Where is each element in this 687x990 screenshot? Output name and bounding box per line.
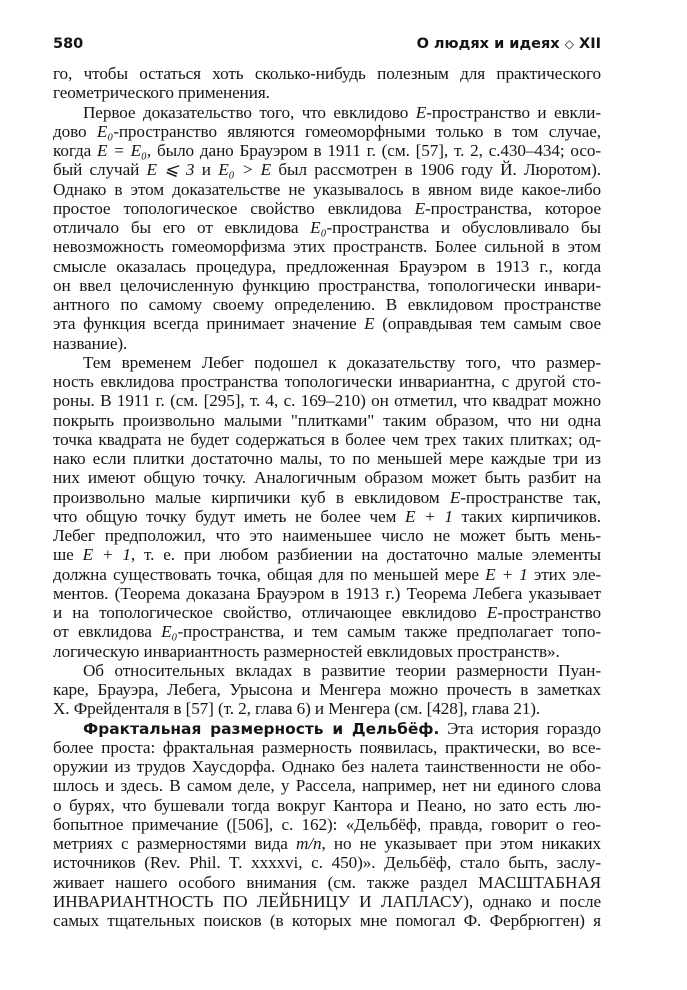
text-line: невозможность гомеоморфизма этих пространств. Более сильной в этом: [53, 237, 601, 257]
text-line: источников (Rev. Phil. T. xxxxvi, с. 450)». Дельбёф, стало быть, заслу-: [53, 853, 601, 873]
text-line: точка квадрата не будет содержаться в более чем трех таких плитках; од-: [53, 429, 601, 449]
math-symbol: E: [449, 487, 461, 507]
math-expression: E + 1: [82, 545, 131, 565]
running-title-text: О людях и идеях: [416, 36, 560, 52]
math-expression: E ⩽ 3: [146, 160, 195, 180]
text-line: Х. Фрейденталя в [57] (т. 2, глава 6) и Менгера (см. [428], глава 21).: [53, 699, 541, 719]
text-line: что общую точку будут иметь не более чем E + 1 таких кирпичиков.: [53, 506, 601, 526]
text-line: логическую инвариантность размерностей евклидовых пространств».: [53, 641, 560, 661]
math-expression: E + 1: [485, 564, 528, 584]
math-symbol: E: [415, 102, 427, 122]
text-line: Об относительных вкладах в развитие теории размерности Пуан-: [83, 660, 601, 680]
diamond-separator-icon: ◇: [564, 37, 574, 51]
text-line: них имеют общую точку. Аналогичным образом может быть разбит на: [53, 468, 601, 488]
text-line: когда E = E₀, было дано Брауэром в 1911 г. (см. [57], т. 2, с.430–434; осо-: [53, 141, 601, 160]
math-symbol: E₀: [161, 622, 178, 642]
math-symbol: E₀: [96, 121, 114, 141]
text-line: Однако в этом доказательстве не указывалось в явном виде какое-либо: [53, 179, 601, 199]
text-line: геометрического применения.: [53, 83, 270, 103]
page-number: 580: [53, 36, 84, 52]
text-line: дово E₀-пространство являются гомеоморфными только в том случае,: [53, 121, 601, 141]
text-line: он ввел целочисленную функцию пространства, топологически инвари-: [53, 275, 601, 295]
text-line: Лебег предположил, что это наименьшее число не может быть мень-: [53, 526, 601, 545]
math-symbol: E: [364, 314, 375, 334]
text-line: роны. В 1911 г. (см. [295], т. 4, с. 169–210) он отметил, что квадрат можно: [53, 391, 601, 411]
text-line: антного по самому своему определению. В евклидовом пространстве: [53, 295, 601, 314]
running-header: [53, 36, 601, 56]
section-heading: Фрактальная размерность и Дельбёф.: [83, 719, 440, 738]
text-line: ИНВАРИАНТНОСТЬ ПО ЛЕЙБНИЦУ И ЛАПЛАСУ), однако и после: [53, 891, 601, 911]
math-symbol: E: [414, 198, 426, 218]
text-line: бый случай E ⩽ 3 и E₀ > E был рассмотрен в 1906 году Й. Люротом).: [53, 160, 601, 180]
text-line: эта функция всегда принимает значение E (оправдывая тем самым свое: [53, 314, 601, 334]
running-title: [417, 36, 601, 52]
text-line: шлось и здесь. В самом деле, у Рассела, например, нет ни единого слова: [53, 776, 601, 796]
math-expression: E + 1: [405, 506, 453, 526]
body-text: [53, 64, 601, 930]
text-line: каре, Брауэра, Лебега, Урысона и Менгера можно прочесть в заметках: [53, 680, 601, 699]
text-line: Тем временем Лебег подошел к доказательству того, что размер-: [83, 352, 601, 372]
text-line: о бурях, что бушевали тогда вокруг Кантора и Пеано, но зато есть лю-: [53, 795, 601, 815]
text-line: произвольно малые кирпичики куб в евклидовом E-пространстве так,: [53, 487, 601, 507]
math-expression: m/n: [296, 834, 322, 853]
text-line: более проста: фрактальная размерность появилась, практически, во все-: [53, 737, 601, 757]
text-line: нако если плитки достаточно малы, то по меньшей мере каждые три из: [53, 449, 601, 468]
math-expression: E = E₀: [97, 141, 147, 160]
text-line: смысле оказалась процедура, предложенная Брауэром в 1913 г., когда: [53, 256, 601, 276]
math-symbol: E₀: [310, 218, 327, 237]
text-line: самых тщательных поисков (в которых мне помогал Ф. Фербрюгген) я: [53, 911, 601, 930]
text-line: го, чтобы остаться хоть сколько-нибудь полезным для практического: [53, 64, 601, 83]
text-line: и на топологическое свойство, отличающее евклидово E-пространство: [53, 603, 601, 622]
math-expression: E₀ > E: [218, 160, 272, 180]
text-line: покрыть произвольно малыми "плитками" таким образом, что ни одна: [53, 410, 601, 430]
text-line: метриях с размерностями вида m/n, но не указывает при этом никаких: [53, 834, 602, 853]
text-line: простое топологическое свойство евклидова E-пространства, которое: [53, 198, 602, 218]
text-line: Первое доказательство того, что евклидово E-пространство и евкли-: [83, 102, 601, 122]
text-line: оружии из трудов Хаусдорфа. Однако без налета таинственности не обо-: [53, 757, 601, 776]
text-line: ментов. (Теорема доказана Брауэром в 1913 г.) Теорема Лебега указывает: [53, 583, 601, 603]
text-line: название).: [53, 333, 128, 353]
text-line: живает нашего особого внимания (см. также раздел МАСШТАБНАЯ: [53, 872, 601, 892]
chapter-number: XII: [579, 36, 601, 52]
text-line: отличало бы его от евклидова E₀-пространства и обусловливало бы: [53, 218, 601, 237]
text-line: бопытное примечание ([506], с. 162): «Дельбёф, правда, говорит о гео-: [53, 814, 601, 834]
text-line: ше E + 1, т. е. при любом разбиении на достаточно малые элементы: [53, 545, 601, 565]
math-symbol: E: [486, 603, 498, 622]
text-line: Фрактальная размерность и Дельбёф. Эта история гораздо: [83, 718, 601, 738]
text-line: ность евклидова пространства топологически инвариантна, с другой сто-: [53, 372, 601, 391]
text-line: от евклидова E₀-пространства, и тем самым также предполагает топо-: [53, 622, 601, 642]
text-line: должна существовать точка, общая для по меньшей мере E + 1 этих эле-: [53, 564, 601, 584]
